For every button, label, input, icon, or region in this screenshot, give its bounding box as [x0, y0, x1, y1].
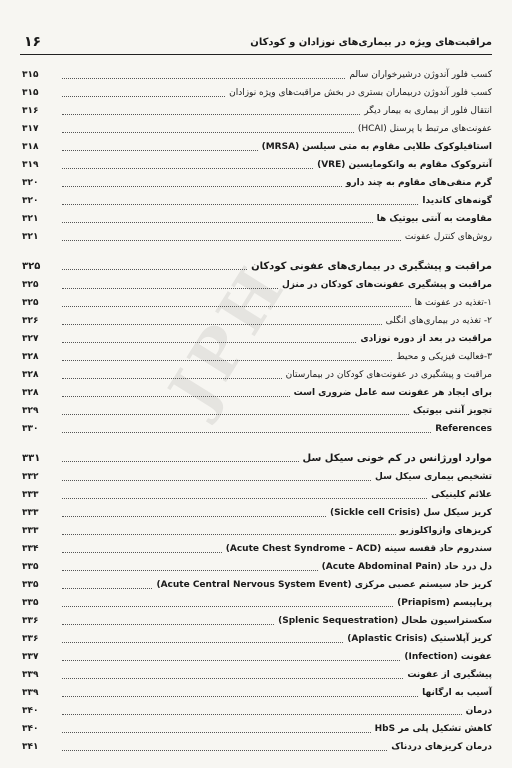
toc-row — [22, 120, 492, 138]
toc-page-number: ۳۱۶ — [22, 106, 39, 116]
dot-leader — [62, 678, 403, 679]
dot-leader — [62, 222, 373, 223]
toc-entry-title: مقاومت به آنتی بیوتیک ها — [376, 214, 492, 224]
toc-row — [22, 576, 492, 594]
toc-row — [22, 486, 492, 504]
toc-row — [22, 192, 492, 210]
toc-row — [22, 648, 492, 666]
toc-page-number: ۳۲۸ — [22, 352, 39, 362]
dot-leader — [62, 114, 360, 115]
dot-leader — [62, 606, 393, 607]
toc-row — [22, 210, 492, 228]
dot-leader — [62, 78, 345, 79]
dot-leader — [62, 642, 343, 643]
toc-row — [22, 66, 492, 84]
toc-entry-title: تشخیص بیماری سیکل سل — [375, 472, 492, 482]
toc-entry-title: آنتروکوک مقاوم به وانکومایسین (VRE) — [317, 160, 492, 170]
toc-entry-title: استافیلوکوک طلایی مقاوم به متی سیلسن (MRSA) — [261, 142, 492, 152]
page-header — [24, 34, 492, 50]
toc-page-number: ۳۳۹ — [22, 688, 39, 698]
section-gap — [22, 438, 492, 448]
dot-leader — [62, 552, 222, 553]
toc-page-number: ۳۴۰ — [22, 724, 39, 734]
toc-row — [22, 540, 492, 558]
toc-entry-title: کریزهای وازواکلوزیو — [399, 526, 492, 536]
toc-page-number: ۳۳۰ — [22, 424, 39, 434]
toc-entry-title: برای ایجاد هر عفونت سه عامل ضروری است — [293, 388, 492, 398]
toc-page-number: ۳۳۳ — [22, 526, 39, 536]
dot-leader — [62, 378, 282, 379]
toc-page-number: ۳۱۷ — [22, 124, 39, 134]
toc-entry-title: مراقبت و پیشگیری در بیماری‌های عفونی کودکان — [251, 260, 492, 272]
dot-leader — [62, 516, 326, 517]
dot-leader — [62, 624, 274, 625]
toc-row — [22, 294, 492, 312]
toc-entry-title: کسب فلور آندوژن درشیرخواران سالم — [349, 70, 492, 80]
dot-leader — [62, 168, 313, 169]
header-rule — [20, 54, 492, 55]
toc-entry-title: کریز سیکل سل (Sickle cell Crisis) — [329, 508, 492, 518]
dot-leader — [62, 534, 396, 535]
toc-page-number: ۳۲۶ — [22, 316, 39, 326]
dot-leader — [62, 660, 400, 661]
toc-row — [22, 102, 492, 120]
toc-entry-title: مراقبت و پیشگیری عفونت‌های کودکان در منزل — [282, 280, 492, 290]
toc-row — [22, 276, 492, 294]
toc-row — [22, 156, 492, 174]
toc-page-number: ۳۳۶ — [22, 634, 39, 644]
dot-leader — [62, 342, 356, 343]
dot-leader — [62, 498, 427, 499]
toc-row — [22, 666, 492, 684]
toc-entry-title: ۱-تغذیه در عفونت ها — [414, 298, 492, 308]
toc-entry-title: سکستراسیون طحال (Splenic Sequestration) — [278, 616, 492, 626]
toc-page-number: ۳۳۹ — [22, 670, 39, 680]
dot-leader — [62, 186, 342, 187]
toc-page-number: ۳۲۸ — [22, 370, 39, 380]
toc-entry-title: مراقبت در بعد از دوره نوزادی — [360, 334, 492, 344]
toc-entry-title: ۳-فعالیت فیزیکی و محیط — [396, 352, 492, 362]
toc-entry-title: کاهش تشکیل پلی مر HbS — [374, 724, 492, 734]
toc-page-number: ۳۳۳ — [22, 508, 39, 518]
toc-entry-title: گونه‌های کاندیدا — [422, 196, 492, 206]
toc-page-number: ۳۳۳ — [22, 490, 39, 500]
toc-page-number: ۳۴۱ — [22, 742, 39, 752]
toc-row — [22, 402, 492, 420]
dot-leader — [62, 588, 152, 589]
toc-entry-title: عفونت (Infection) — [404, 652, 492, 662]
toc-page-number: ۳۳۱ — [22, 452, 41, 464]
toc-entry-title: کریز حاد سیستم عصبی مرکزی (Acute Central Nervous System Event) — [156, 580, 492, 590]
toc-row — [22, 522, 492, 540]
dot-leader — [62, 732, 371, 733]
dot-leader — [62, 570, 318, 571]
toc-entry-title: تجویز آنتی بیوتیک — [413, 406, 492, 416]
dot-leader — [62, 696, 418, 697]
toc-page-number: ۳۲۸ — [22, 388, 39, 398]
toc-entry-title: انتقال فلور از بیماری به بیمار دیگر — [364, 106, 492, 116]
toc-entry-title: عفونت‌های مرتبط با پرسنل (HCAI) — [357, 124, 492, 134]
toc-entry-title: پیشگیری از عفونت — [407, 670, 492, 680]
toc-entry-title: کسب فلور آندوژن دربیماران بستری در بخش مراقبت‌های ویژه نوزادان — [229, 88, 492, 98]
toc-row — [22, 138, 492, 156]
toc-entry-title: علائم کلینیکی — [431, 490, 492, 500]
toc-page-number: ۳۲۷ — [22, 334, 39, 344]
toc-page-number: ۳۳۷ — [22, 652, 39, 662]
dot-leader — [62, 324, 382, 325]
toc-row — [22, 174, 492, 192]
toc-entry-title: دل درد حاد (Acute Abdominal Pain) — [321, 562, 492, 572]
toc-page-number: ۳۳۵ — [22, 580, 39, 590]
dot-leader — [62, 480, 371, 481]
toc-row — [22, 366, 492, 384]
toc-entry-title: آسیب به ارگانها — [422, 688, 492, 698]
toc-page-number: ۳۳۲ — [22, 472, 39, 482]
toc-row — [22, 702, 492, 720]
page-number: ۱۶ — [24, 34, 42, 50]
toc-page-number: ۳۲۹ — [22, 406, 39, 416]
toc-row — [22, 84, 492, 102]
toc-row — [22, 384, 492, 402]
toc-page-number: ۳۲۵ — [22, 298, 39, 308]
toc-row — [22, 348, 492, 366]
toc-entry-title: درمان کریزهای دردناک — [391, 742, 492, 752]
dot-leader — [62, 396, 290, 397]
table-of-contents — [22, 66, 492, 756]
dot-leader — [62, 461, 299, 462]
dot-leader — [62, 306, 411, 307]
toc-page-number: ۳۲۵ — [22, 260, 41, 272]
toc-section-heading — [22, 448, 492, 468]
dot-leader — [62, 132, 354, 133]
toc-row — [22, 630, 492, 648]
toc-row — [22, 228, 492, 246]
toc-page-number: ۳۳۵ — [22, 598, 39, 608]
toc-page-number: ۳۴۰ — [22, 706, 39, 716]
toc-page-number: ۳۱۸ — [22, 142, 39, 152]
toc-page-number: ۳۲۱ — [22, 232, 39, 242]
toc-entry-title: مراقبت و پیشگیری در عفونت‌های کودکان در بیمارستان — [285, 370, 492, 380]
toc-entry-title: درمان — [465, 706, 492, 716]
toc-page-number: ۳۲۱ — [22, 214, 39, 224]
toc-row — [22, 720, 492, 738]
dot-leader — [62, 360, 392, 361]
section-gap — [22, 246, 492, 256]
dot-leader — [62, 750, 387, 751]
toc-page-number: ۳۳۴ — [22, 544, 39, 554]
toc-row — [22, 738, 492, 756]
toc-entry-title: ۲- تغذیه در بیماری‌های انگلی — [385, 316, 492, 326]
toc-row — [22, 420, 492, 438]
toc-entry-title: References — [435, 424, 492, 434]
toc-entry-title: سندروم حاد قفسه سینه (Acute Chest Syndrome – ACD) — [225, 544, 492, 554]
toc-page-number: ۳۱۵ — [22, 88, 39, 98]
toc-row — [22, 594, 492, 612]
toc-row — [22, 684, 492, 702]
dot-leader — [62, 269, 247, 270]
dot-leader — [62, 432, 431, 433]
toc-page-number: ۳۳۶ — [22, 616, 39, 626]
toc-page-number: ۳۲۰ — [22, 196, 39, 206]
toc-row — [22, 312, 492, 330]
toc-section-heading — [22, 256, 492, 276]
dot-leader — [62, 150, 258, 151]
toc-row — [22, 468, 492, 486]
watermark: JPH — [155, 251, 302, 424]
toc-page-number: ۳۲۰ — [22, 178, 39, 188]
toc-row — [22, 504, 492, 522]
toc-page-number: ۳۳۵ — [22, 562, 39, 572]
dot-leader — [62, 204, 418, 205]
toc-entry-title: کریز آپلاستیک (Aplastic Crisis) — [347, 634, 492, 644]
toc-page-number: ۳۲۵ — [22, 280, 39, 290]
toc-row — [22, 612, 492, 630]
toc-page-number: ۳۱۹ — [22, 160, 39, 170]
toc-entry-title: روش‌های کنترل عفونت — [404, 232, 492, 242]
dot-leader — [62, 96, 225, 97]
toc-row — [22, 330, 492, 348]
running-title: مراقبت‌های ویژه در بیماری‌های نوزادان و کودکان — [250, 36, 492, 48]
toc-entry-title: موارد اورژانس در کم خونی سیکل سل — [302, 452, 492, 464]
dot-leader — [62, 714, 462, 715]
dot-leader — [62, 288, 278, 289]
dot-leader — [62, 240, 401, 241]
dot-leader — [62, 414, 409, 415]
toc-row — [22, 558, 492, 576]
toc-page-number: ۳۱۵ — [22, 70, 39, 80]
toc-entry-title: گرم منفی‌های مقاوم به چند دارو — [345, 178, 492, 188]
toc-entry-title: پریاپیسم (Priapism) — [397, 598, 492, 608]
